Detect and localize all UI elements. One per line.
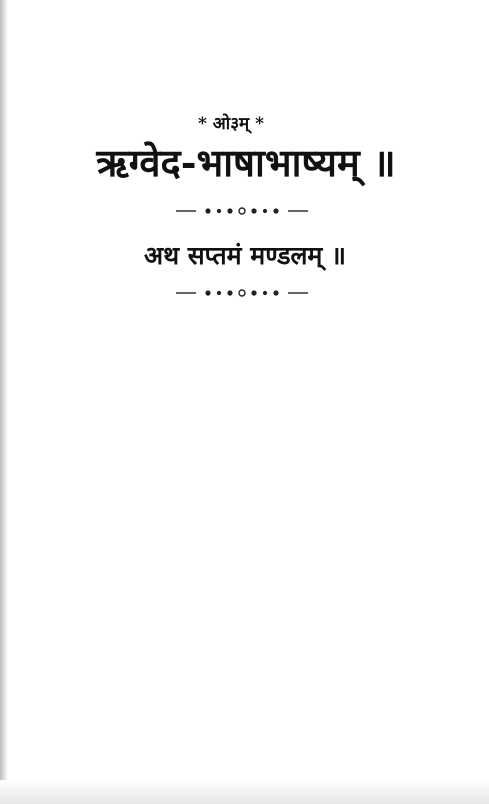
bottom-edge-shadow: [0, 780, 489, 804]
page-title: ऋग्वेद-भाषाभाष्यम् ॥: [96, 140, 396, 185]
bottom-ornamental-divider: [174, 286, 310, 300]
invocation-text: * ओ३म् *: [198, 114, 265, 134]
top-ornamental-divider: [174, 204, 310, 218]
word-meaning-section: [36, 548, 446, 648]
meta-information: [28, 356, 468, 418]
left-edge-shadow: [0, 0, 8, 804]
bhavartha-section: [36, 655, 446, 733]
introductory-note: [55, 426, 445, 460]
section-title: अथ सप्तमं मण्डलम् ॥: [143, 241, 347, 270]
second-verse: [44, 469, 454, 529]
